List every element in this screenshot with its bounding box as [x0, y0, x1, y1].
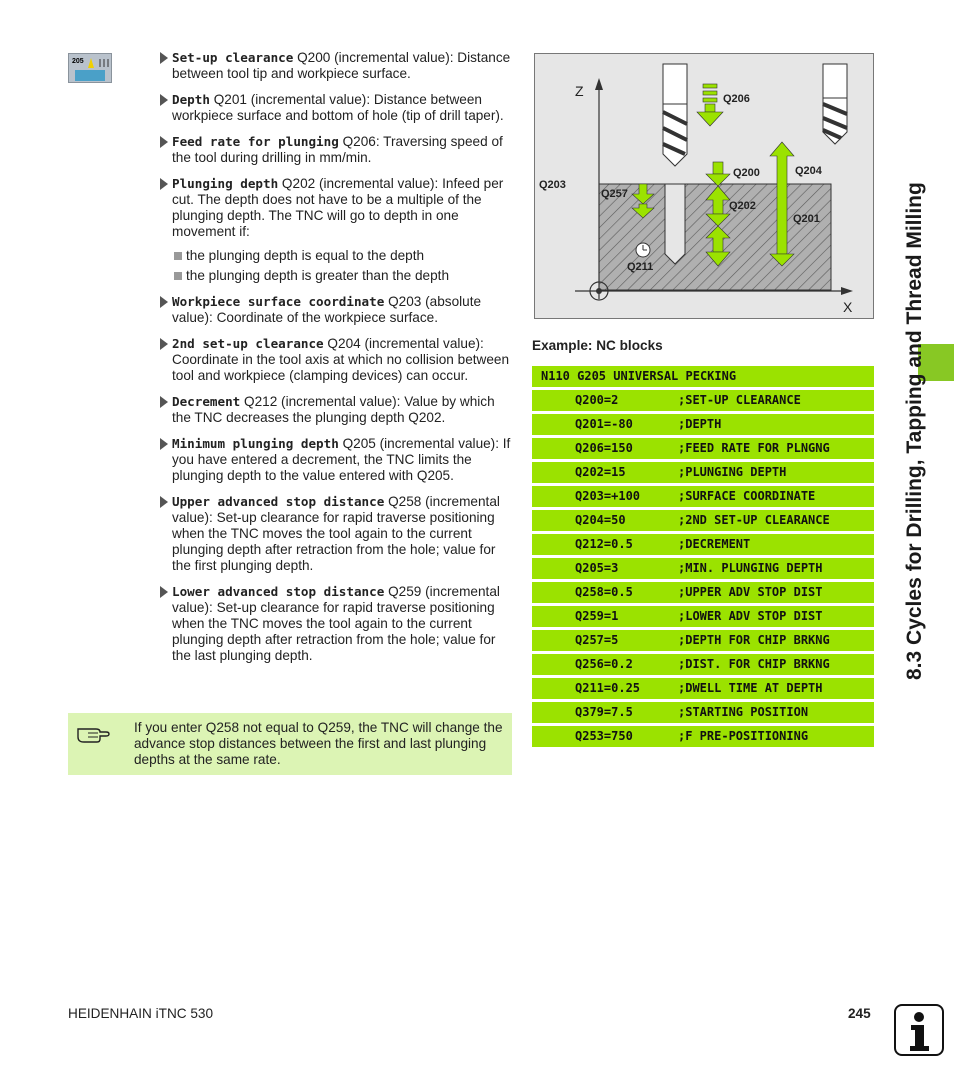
svg-text:Q203: Q203: [539, 179, 566, 191]
nc-row: Q204=50 ;2ND SET-UP CLEARANCE: [532, 510, 874, 531]
svg-text:Q206: Q206: [723, 93, 750, 105]
svg-text:Q204: Q204: [795, 165, 822, 177]
axis-x-label: X: [843, 299, 853, 315]
nc-row: Q206=150 ;FEED RATE FOR PLNGNG: [532, 438, 874, 459]
nc-example-heading: Example: NC blocks: [532, 338, 663, 353]
svg-text:Q211: Q211: [627, 261, 654, 273]
param-depth: Depth Q201 (incremental value): Distance between workpiece surface and bottom of hole (tip of drill taper).: [158, 92, 512, 124]
note-text: If you enter Q258 not equal to Q259, the TNC will change the advance stop distances between the first and last plunging depths at the same rate.: [134, 720, 503, 767]
drill-tool-icon: [663, 64, 687, 166]
param-decrement: Decrement Q212 (incremental value): Value by which the TNC decreases the plunging depth Q202.: [158, 394, 512, 426]
nc-row: Q203=+100 ;SURFACE COORDINATE: [532, 486, 874, 507]
param-upper-stop-distance: Upper advanced stop distance Q258 (incremental value): Set-up clearance for rapid traverse positioning when the TNC moves the tool again to the current plunging depth after retraction from the hole; value for the first plunging depth.: [158, 494, 512, 574]
nc-row: Q379=7.5 ;STARTING POSITION: [532, 702, 874, 723]
note-box: [68, 713, 512, 775]
svg-text:Q257: Q257: [601, 188, 628, 200]
cycle-number: 205: [72, 58, 84, 65]
footer-product: HEIDENHAIN iTNC 530: [68, 1006, 214, 1021]
param-feed-rate: Feed rate for plunging Q206: Traversing speed of the tool during drilling in mm/min.: [158, 134, 512, 166]
nc-row: Q256=0.2 ;DIST. FOR CHIP BRKNG: [532, 654, 874, 675]
nc-row: Q258=0.5 ;UPPER ADV STOP DIST: [532, 582, 874, 603]
pointing-hand-icon: [76, 721, 110, 745]
param-lower-stop-distance: Lower advanced stop distance Q259 (incremental value): Set-up clearance for rapid traverse positioning when the TNC moves the tool again to the current plunging depth after retraction from the hole; value for the last plunging depth.: [158, 584, 512, 664]
condition-item: the plunging depth is greater than the depth: [158, 268, 512, 284]
nc-row: Q212=0.5 ;DECREMENT: [532, 534, 874, 555]
info-icon: [894, 1004, 944, 1056]
condition-item: the plunging depth is equal to the depth: [158, 248, 512, 264]
cycle-205-softkey-icon: [68, 53, 112, 83]
param-workpiece-surface: Workpiece surface coordinate Q203 (absolute value): Coordinate of the workpiece surface.: [158, 294, 512, 326]
svg-text:Q202: Q202: [729, 200, 756, 212]
bullet-triangle-icon: [160, 338, 168, 350]
bullet-triangle-icon: [160, 296, 168, 308]
nc-row: Q211=0.25 ;DWELL TIME AT DEPTH: [532, 678, 874, 699]
parameter-list: [158, 50, 512, 674]
nc-block-table: [532, 366, 874, 750]
bullet-triangle-icon: [160, 496, 168, 508]
nc-row: Q253=750 ;F PRE-POSITIONING: [532, 726, 874, 747]
nc-row: Q200=2 ;SET-UP CLEARANCE: [532, 390, 874, 411]
nc-row: Q259=1 ;LOWER ADV STOP DIST: [532, 606, 874, 627]
bullet-triangle-icon: [160, 136, 168, 148]
nc-row-header: N110 G205 UNIVERSAL PECKING: [532, 366, 874, 387]
param-2nd-setup-clearance: 2nd set-up clearance Q204 (incremental value): Coordinate in the tool axis at which no collision between tool and workpiece (clamping devices) can occur.: [158, 336, 512, 384]
param-min-plunging-depth: Minimum plunging depth Q205 (incremental value): If you have entered a decrement, the TNC limits the plunging depth to the value entered with Q205.: [158, 436, 512, 484]
bullet-triangle-icon: [160, 396, 168, 408]
axis-z-label: Z: [575, 83, 584, 99]
svg-text:Q200: Q200: [733, 167, 760, 179]
nc-row: Q201=-80 ;DEPTH: [532, 414, 874, 435]
drilling-diagram: [534, 53, 874, 319]
bullet-triangle-icon: [160, 586, 168, 598]
drilled-hole: [665, 184, 685, 264]
nc-row: Q202=15 ;PLUNGING DEPTH: [532, 462, 874, 483]
square-bullet-icon: [174, 272, 182, 280]
param-plunging-depth: Plunging depth Q202 (incremental value): Infeed per cut. The depth does not have to be a multiple of the plunging depth. The TNC will go to depth in one movement if:: [158, 176, 512, 240]
bullet-triangle-icon: [160, 52, 168, 64]
bullet-triangle-icon: [160, 94, 168, 106]
square-bullet-icon: [174, 252, 182, 260]
svg-text:Q201: Q201: [793, 213, 820, 225]
section-title-vertical: 8.3 Cycles for Drilling, Tapping and Thread Milling: [903, 182, 926, 680]
bullet-triangle-icon: [160, 438, 168, 450]
param-setup-clearance: Set-up clearance Q200 (incremental value): Distance between tool tip and workpiece surface.: [158, 50, 512, 82]
page-number: 245: [848, 1006, 871, 1021]
nc-row: Q205=3 ;MIN. PLUNGING DEPTH: [532, 558, 874, 579]
drill-tool-icon: [823, 64, 847, 144]
nc-row: Q257=5 ;DEPTH FOR CHIP BRKNG: [532, 630, 874, 651]
bullet-triangle-icon: [160, 178, 168, 190]
